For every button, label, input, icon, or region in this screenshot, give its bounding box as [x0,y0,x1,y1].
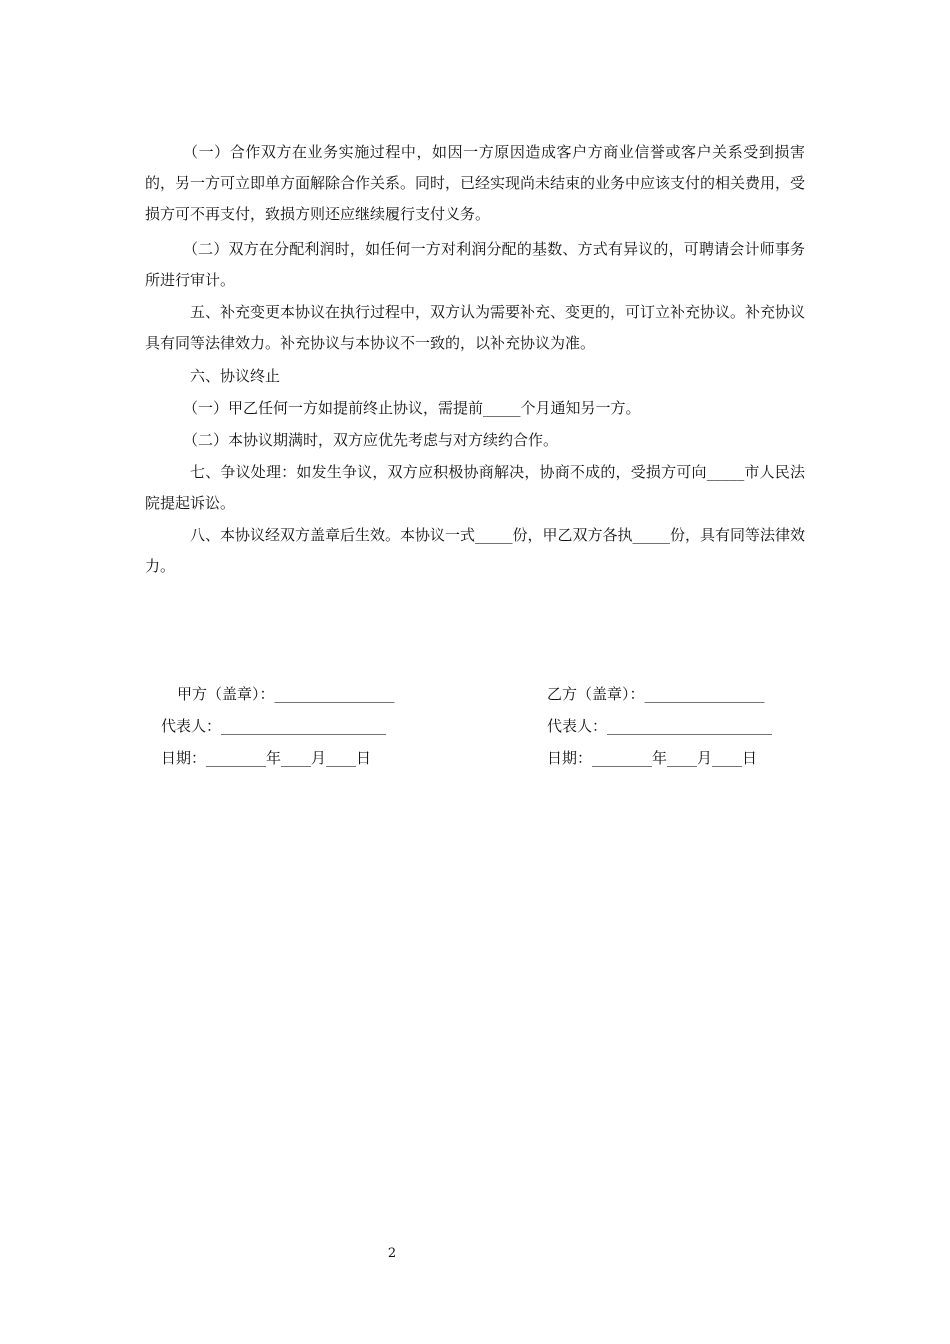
clause-dispute: 七、争议处理：如发生争议，双方应积极协商解决，协商不成的，受损方可向_____市人民法院提起诉讼。 [145,463,805,512]
party-a-date-line: 日期：________年____月____日 [161,749,372,767]
clause-supplement: 五、补充变更本协议在执行过程中，双方认为需要补充、变更的，可订立补充协议。补充协议具有同等法律效力。补充协议与本协议不一致的，以补充协议为准。 [145,303,806,352]
party-b-seal-line: 乙方（盖章）：________________ [547,685,765,703]
clause-termination-damage: （一）合作双方在业务实施过程中，如因一方原因造成客户方商业信誉或客户关系受到损害的，另一方可立即单方面解除合作关系。同时，已经实现尚未结束的业务中应该支付的相关费用，受损方可不再支付，致损方则还应继续履行支付义务。 [145,143,806,223]
party-a-seal-line: 甲方（盖章）：________________ [177,685,395,703]
party-b-representative-line: 代表人：______________________ [547,717,773,735]
page-number: 2 [387,1246,397,1261]
heading-termination: 六、协议终止 [190,367,281,385]
party-b-date-line: 日期：________年____月____日 [547,749,758,767]
clause-early-termination: （一）甲乙任何一方如提前终止协议，需提前_____个月通知另一方。 [183,399,641,417]
clause-profit-audit: （二）双方在分配利润时，如任何一方对利润分配的基数、方式有异议的，可聘请会计师事务所进行审计。 [145,240,805,289]
party-a-representative-line: 代表人：______________________ [161,717,387,735]
clause-renewal: （二）本协议期满时，双方应优先考虑与对方续约合作。 [183,431,559,449]
clause-effectiveness: 八、本协议经双方盖章后生效。本协议一式_____份，甲乙双方各执_____份，具有同等法律效力。 [145,526,806,575]
